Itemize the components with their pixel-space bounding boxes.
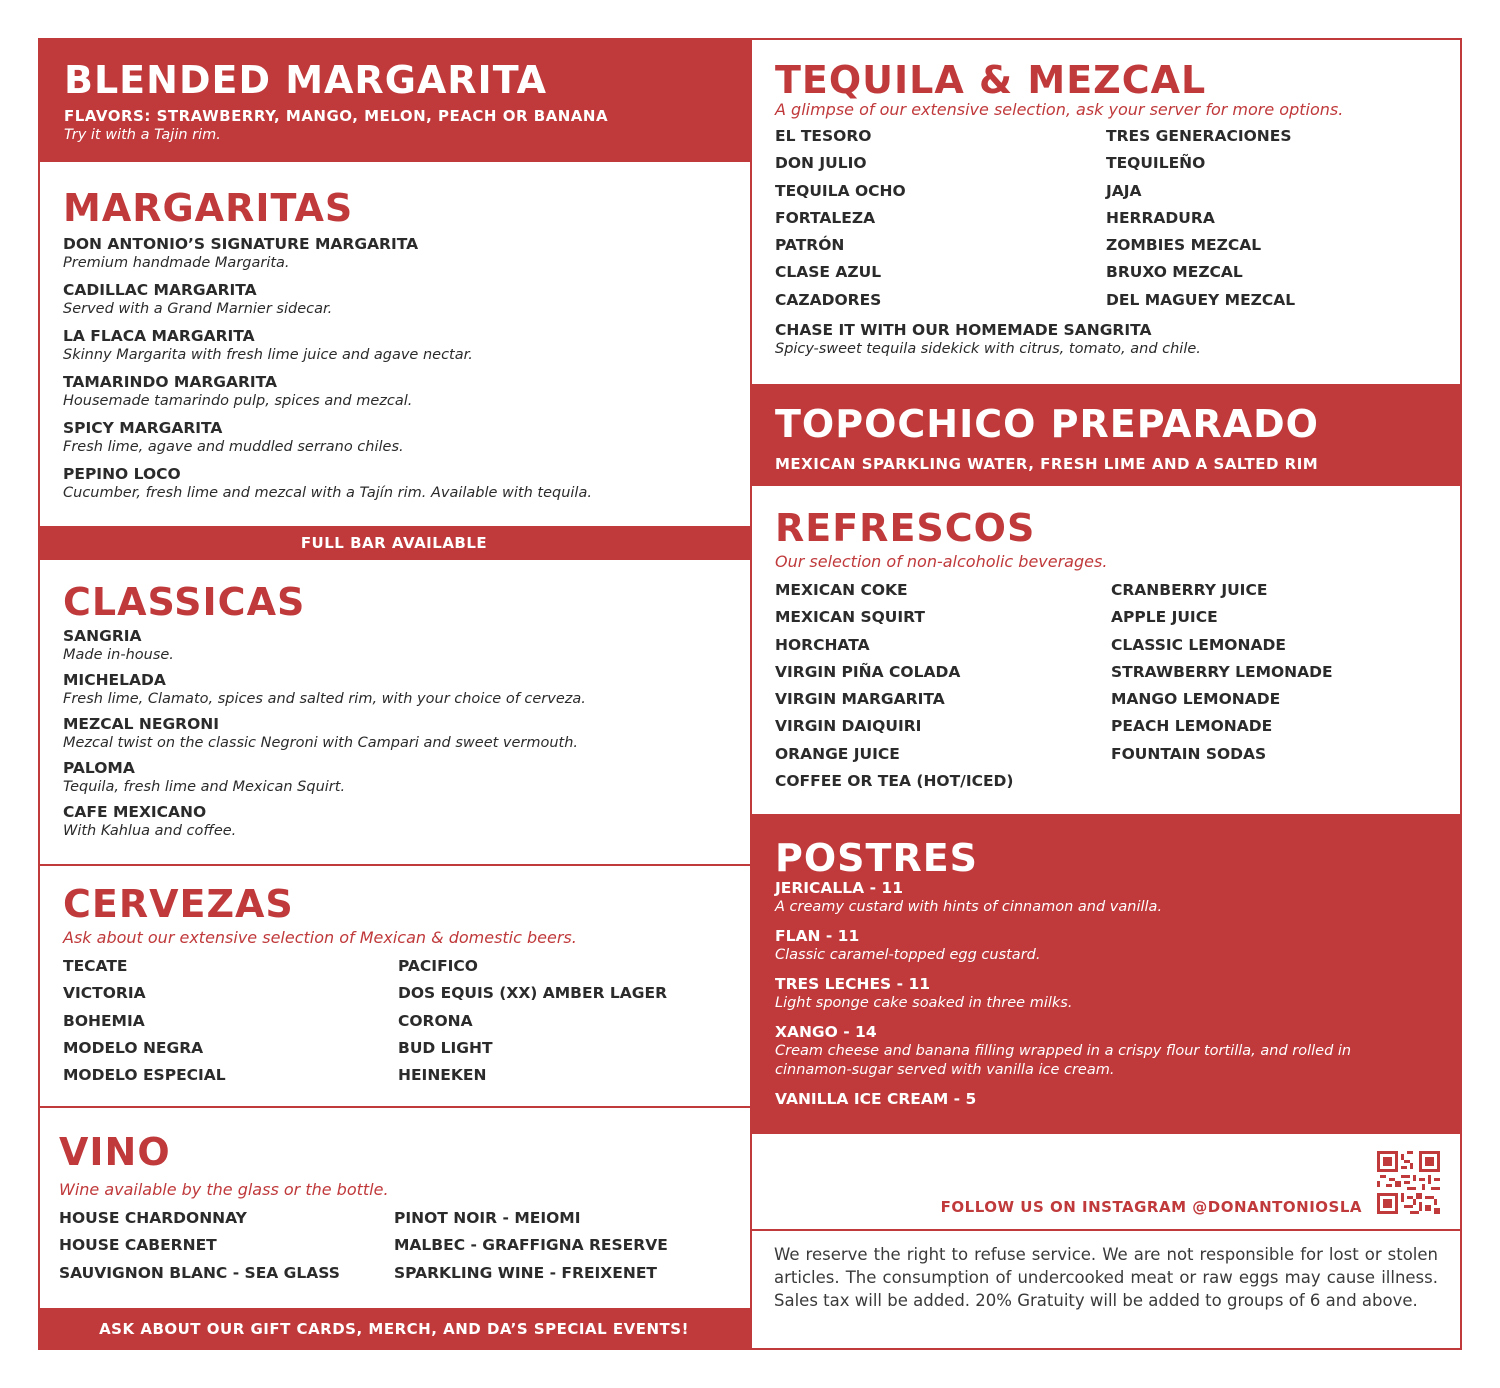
menu-item-desc: A creamy custard with hints of cinnamon and vanilla. — [775, 899, 1163, 915]
list-item: TRES GENERACIONES — [1106, 127, 1292, 145]
list-item: VICTORIA — [63, 984, 146, 1003]
refrescos-left-column — [775, 577, 1111, 795]
margaritas-section — [38, 162, 750, 526]
instagram-section — [752, 1134, 1460, 1230]
classicas-section — [38, 560, 750, 865]
list-item: DON JULIO — [775, 154, 867, 173]
tequila-note: A glimpse of our extensive selection, ask your server for more options. — [775, 100, 1344, 119]
menu-item-desc: Served with a Grand Marnier sidecar. — [63, 301, 333, 317]
vino-right-column — [394, 1205, 668, 1287]
menu-item — [63, 280, 750, 319]
refrescos-title: REFRESCOS — [775, 506, 1036, 550]
margaritas-title: MARGARITAS — [63, 186, 354, 230]
list-item: MODELO ESPECIAL — [63, 1066, 226, 1085]
menu-item-desc: Cream cheese and banana filling wrapped in a crispy flour tortilla, and rolled in cinnamon-sugar served with vanilla ice cream. — [775, 1043, 1352, 1078]
list-item: BOHEMIA — [63, 1011, 145, 1030]
refrescos-section — [752, 486, 1460, 814]
list-item: DEL MAGUEY MEZCAL — [1106, 290, 1296, 309]
tequila-title: TEQUILA & MEZCAL — [775, 58, 1207, 102]
list-item: MODELO NEGRA — [63, 1038, 204, 1057]
list-item: PATRÓN — [775, 236, 845, 255]
menu-item — [775, 878, 1430, 917]
list-item: EL TESORO — [775, 127, 872, 145]
menu-item-desc: Classic caramel-topped egg custard. — [775, 947, 1041, 963]
list-item: HORCHATA — [775, 635, 870, 654]
list-item: TECATE — [63, 957, 128, 975]
menu-item-name: TRES LECHES - 11 — [775, 975, 931, 993]
list-item: ZOMBIES MEZCAL — [1106, 236, 1262, 255]
menu-item-name: XANGO - 14 — [775, 1023, 877, 1041]
cervezas-right-column — [398, 953, 667, 1089]
topochico-section — [752, 384, 1460, 486]
list-item: BUD LIGHT — [398, 1038, 493, 1057]
list-item: TEQUILA OCHO — [775, 181, 906, 200]
menu-item-name: PALOMA — [63, 759, 135, 777]
list-item: STRAWBERRY LEMONADE — [1111, 662, 1333, 681]
list-item: MALBEC - GRAFFIGNA RESERVE — [394, 1236, 668, 1255]
tequila-right-column — [1106, 123, 1295, 314]
cervezas-section — [38, 866, 750, 1106]
list-item: MANGO LEMONADE — [1111, 690, 1281, 709]
menu-item-name: VANILLA ICE CREAM - 5 — [775, 1090, 977, 1108]
list-item: FOUNTAIN SODAS — [1111, 744, 1267, 763]
list-item: CAZADORES — [775, 290, 882, 309]
list-item: FORTALEZA — [775, 208, 876, 227]
list-item: VIRGIN MARGARITA — [775, 690, 945, 709]
list-item: MEXICAN SQUIRT — [775, 608, 925, 627]
vino-left-column — [59, 1205, 394, 1287]
menu-item-desc: Made in-house. — [63, 647, 174, 663]
menu-item — [63, 418, 750, 457]
list-item: CLASE AZUL — [775, 263, 882, 282]
list-item: TEQUILEÑO — [1106, 154, 1206, 173]
menu-item-name: FLAN - 11 — [775, 927, 860, 945]
menu-item-desc: Skinny Margarita with fresh lime juice and agave nectar. — [63, 347, 473, 363]
menu-item — [63, 464, 750, 503]
menu-item-desc: Premium handmade Margarita. — [63, 255, 290, 271]
menu-item — [63, 670, 750, 709]
menu-item — [63, 372, 750, 411]
menu-item-name: JERICALLA - 11 — [775, 879, 903, 897]
menu-item — [63, 714, 750, 753]
list-item: APPLE JUICE — [1111, 608, 1218, 627]
refrescos-columns — [775, 577, 1460, 795]
gift-cards-banner: ASK ABOUT OUR GIFT CARDS, MERCH, AND DA’S SPECIAL EVENTS! — [38, 1308, 750, 1350]
cervezas-left-column — [63, 953, 398, 1089]
menu-item — [63, 802, 750, 841]
list-item: MEXICAN COKE — [775, 581, 908, 599]
classicas-list — [63, 626, 750, 841]
list-item: VIRGIN DAIQUIRI — [775, 717, 922, 736]
blended-note: Try it with a Tajin rim. — [64, 127, 221, 143]
margaritas-list — [63, 234, 750, 503]
vino-columns — [59, 1205, 750, 1287]
list-item: BRUXO MEZCAL — [1106, 263, 1243, 282]
menu-item-name: LA FLACA MARGARITA — [63, 327, 255, 345]
list-item: SPARKLING WINE - FREIXENET — [394, 1263, 657, 1282]
sangrita-desc: Spicy-sweet tequila sidekick with citrus, tomato, and chile. — [775, 341, 1201, 358]
blended-flavors: FLAVORS: STRAWBERRY, MANGO, MELON, PEACH OR BANANA — [64, 107, 609, 125]
postres-section — [752, 814, 1460, 1134]
vino-title: VINO — [59, 1130, 171, 1174]
menu-item-desc: Tequila, fresh lime and Mexican Squirt. — [63, 779, 346, 795]
menu-item — [775, 974, 1430, 1013]
postres-title: POSTRES — [775, 836, 979, 880]
list-item: CORONA — [398, 1011, 473, 1030]
list-item: CRANBERRY JUICE — [1111, 581, 1268, 599]
menu-item-desc: Light sponge cake soaked in three milks. — [775, 995, 1073, 1011]
full-bar-banner: FULL BAR AVAILABLE — [38, 526, 750, 560]
list-item: HEINEKEN — [398, 1066, 487, 1085]
list-item: HOUSE CHARDONNAY — [59, 1209, 247, 1227]
menu-item-desc: Fresh lime, Clamato, spices and salted rim, with your choice of cerveza. — [63, 691, 586, 707]
menu-item — [775, 1022, 1430, 1080]
menu-item-desc: Cucumber, fresh lime and mezcal with a Tajín rim. Available with tequila. — [63, 485, 592, 501]
menu-item-desc: Mezcal twist on the classic Negroni with Campari and sweet vermouth. — [63, 735, 579, 751]
list-item: CLASSIC LEMONADE — [1111, 635, 1286, 654]
legal-section — [752, 1231, 1460, 1350]
list-item: ORANGE JUICE — [775, 744, 900, 763]
list-item: HOUSE CABERNET — [59, 1236, 217, 1255]
menu-item-name: TAMARINDO MARGARITA — [63, 373, 278, 391]
legal-text: We reserve the right to refuse service. We are not responsible for lost or stolen articles. The consumption of undercooked meat or raw eggs may cause illness. Sales tax will be added. 20% Gratuity will be added to groups of 6 and above. — [774, 1245, 1438, 1310]
menu-item — [63, 234, 750, 273]
list-item: PACIFICO — [398, 957, 478, 975]
menu-item-name: DON ANTONIO’S SIGNATURE MARGARITA — [63, 235, 419, 253]
menu-item-name: SPICY MARGARITA — [63, 419, 223, 437]
topochico-title: TOPOCHICO PREPARADO — [775, 402, 1319, 446]
list-item: SAUVIGNON BLANC - SEA GLASS — [59, 1263, 340, 1282]
menu-item — [775, 926, 1430, 965]
refrescos-right-column — [1111, 577, 1333, 795]
list-item: DOS EQUIS (XX) AMBER LAGER — [398, 984, 668, 1003]
menu-item-desc: Fresh lime, agave and muddled serrano chiles. — [63, 439, 404, 455]
list-item: PEACH LEMONADE — [1111, 717, 1273, 736]
list-item: COFFEE OR TEA (HOT/ICED) — [775, 772, 1014, 791]
menu-item-desc: With Kahlua and coffee. — [63, 823, 237, 839]
topochico-sub: MEXICAN SPARKLING WATER, FRESH LIME AND A SALTED RIM — [775, 455, 1319, 473]
qr-code-icon[interactable] — [1377, 1151, 1440, 1214]
menu-item-name: MICHELADA — [63, 671, 166, 689]
menu-item-name: CADILLAC MARGARITA — [63, 281, 257, 299]
blended-title: BLENDED MARGARITA — [64, 58, 548, 102]
vino-note: Wine available by the glass or the bottle. — [59, 1180, 389, 1199]
menu-item-name: MEZCAL NEGRONI — [63, 715, 220, 733]
tequila-left-column — [775, 123, 1106, 314]
list-item: VIRGIN PIÑA COLADA — [775, 662, 961, 681]
vino-section — [38, 1108, 750, 1308]
tequila-section — [752, 40, 1460, 384]
cervezas-columns — [63, 953, 750, 1089]
menu-item — [775, 1089, 1430, 1109]
menu-item — [63, 758, 750, 797]
menu-item-name: CAFE MEXICANO — [63, 803, 207, 821]
menu-item-desc: Housemade tamarindo pulp, spices and mezcal. — [63, 393, 413, 409]
list-item: JAJA — [1106, 181, 1142, 200]
tequila-columns — [775, 123, 1460, 314]
classicas-title: CLASSICAS — [63, 580, 306, 624]
list-item: HERRADURA — [1106, 208, 1215, 227]
cervezas-note: Ask about our extensive selection of Mexican & domestic beers. — [63, 928, 577, 947]
instagram-link[interactable]: FOLLOW US ON INSTAGRAM @DONANTONIOSLA — [940, 1198, 1362, 1216]
menu-item-name: SANGRIA — [63, 627, 142, 645]
refrescos-note: Our selection of non-alcoholic beverages. — [775, 552, 1108, 571]
menu-item — [63, 626, 750, 665]
sangrita-title: CHASE IT WITH OUR HOMEMADE SANGRITA — [775, 321, 1152, 340]
menu-item — [63, 326, 750, 365]
cervezas-title: CERVEZAS — [63, 882, 294, 926]
blended-margarita-section — [38, 38, 750, 162]
list-item: PINOT NOIR - MEIOMI — [394, 1209, 581, 1227]
postres-list — [775, 878, 1430, 1109]
menu-item-name: PEPINO LOCO — [63, 465, 181, 483]
